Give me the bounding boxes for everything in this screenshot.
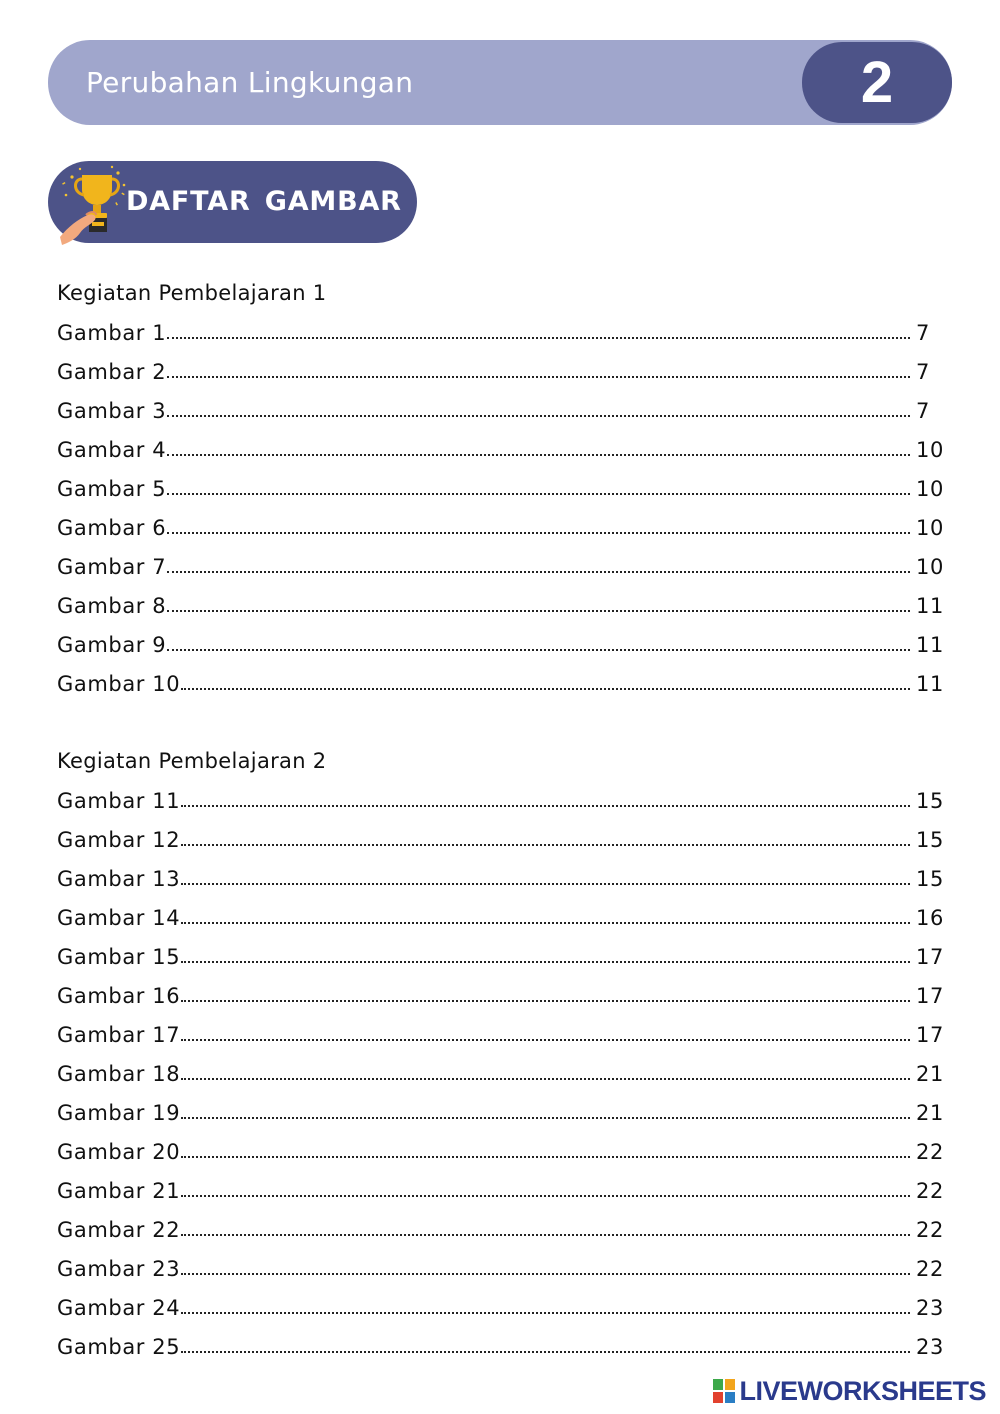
figure-label: Gambar 5 [57,476,167,501]
figure-label: Gambar 21 [57,1178,181,1203]
dot-leader [181,1215,910,1236]
figure-label: Gambar 7 [57,554,167,579]
figure-entry [57,1093,942,1132]
figure-label: Gambar 22 [57,1217,181,1242]
figure-entry [57,508,942,547]
figure-entry [57,976,942,1015]
section-title: DAFTAR GAMBAR [126,186,402,217]
page-number: 17 [916,983,944,1008]
page-number: 7 [916,398,930,423]
figure-label: Gambar 19 [57,1100,181,1125]
figure-label: Gambar 11 [57,788,181,813]
figure-label: Gambar 9 [57,632,167,657]
page-number: 22 [916,1256,944,1281]
page-number: 17 [916,1022,944,1047]
dot-leader [181,1059,910,1080]
figure-label: Gambar 4 [57,437,167,462]
group-heading: Kegiatan Pembelajaran 1 [57,281,327,305]
dot-leader [167,474,910,495]
figure-entry [57,391,942,430]
page-number: 15 [916,788,944,813]
liveworksheets-watermark [713,1376,986,1406]
dot-leader [181,1098,910,1119]
group-heading: Kegiatan Pembelajaran 2 [57,749,327,773]
figure-entry [57,859,942,898]
dot-leader [181,786,910,807]
figure-label: Gambar 13 [57,866,181,891]
dot-leader [181,669,910,690]
page-number: 10 [916,437,944,462]
page-number: 17 [916,944,944,969]
section-header [48,161,417,243]
page-number: 7 [916,359,930,384]
page-number: 22 [916,1139,944,1164]
page-number: 23 [916,1295,944,1320]
dot-leader [167,357,910,378]
figure-entry [57,547,942,586]
figure-entry [57,937,942,976]
page-number: 21 [916,1061,944,1086]
dot-leader [167,552,910,573]
page-number: 11 [916,632,944,657]
dot-leader [181,942,910,963]
page-number: 22 [916,1217,944,1242]
figure-label: Gambar 23 [57,1256,181,1281]
page-number: 22 [916,1178,944,1203]
figure-entry [57,469,942,508]
figure-entry [57,625,942,664]
chapter-number: 2 [802,42,952,123]
figure-label: Gambar 15 [57,944,181,969]
figure-entry [57,1054,942,1093]
dot-leader [181,1020,910,1041]
list-of-figures [57,274,942,1366]
dot-leader [181,864,910,885]
figure-label: Gambar 6 [57,515,167,540]
figure-entry [57,313,942,352]
figure-entry [57,1288,942,1327]
figure-label: Gambar 24 [57,1295,181,1320]
page-number: 15 [916,827,944,852]
figure-label: Gambar 20 [57,1139,181,1164]
figure-label: Gambar 2 [57,359,167,384]
figure-label: Gambar 17 [57,1022,181,1047]
figure-label: Gambar 16 [57,983,181,1008]
figure-label: Gambar 25 [57,1334,181,1359]
figure-label: Gambar 18 [57,1061,181,1086]
figure-entry [57,1327,942,1366]
dot-leader [181,1137,910,1158]
dot-leader [181,1254,910,1275]
figure-label: Gambar 12 [57,827,181,852]
figure-label: Gambar 14 [57,905,181,930]
figure-entry [57,1171,942,1210]
figure-entry [57,1132,942,1171]
chapter-title: Perubahan Lingkungan [86,66,414,99]
dot-leader [181,1176,910,1197]
figure-label: Gambar 8 [57,593,167,618]
page-number: 15 [916,866,944,891]
figure-entry [57,664,942,703]
dot-leader [181,903,910,924]
dot-leader [167,630,910,651]
figure-entry [57,1249,942,1288]
dot-leader [167,318,910,339]
page-number: 16 [916,905,944,930]
chapter-header [48,40,952,125]
page-number: 10 [916,515,944,540]
dot-leader [181,981,910,1002]
page-number: 11 [916,671,944,696]
figure-entry [57,1210,942,1249]
dot-leader [181,1293,910,1314]
liveworksheets-logo-icon [713,1379,735,1403]
dot-leader [167,513,910,534]
figure-label: Gambar 10 [57,671,181,696]
page-number: 21 [916,1100,944,1125]
figure-group [57,274,942,703]
figure-entry [57,820,942,859]
trophy-icon [58,163,136,245]
figure-entry [57,586,942,625]
figure-entry [57,898,942,937]
watermark-text: LIVEWORKSHEETS [739,1375,986,1406]
figure-entry [57,352,942,391]
dot-leader [181,1332,910,1353]
dot-leader [181,825,910,846]
page-number: 7 [916,320,930,345]
page-number: 10 [916,476,944,501]
figure-label: Gambar 1 [57,320,167,345]
dot-leader [167,591,910,612]
figure-entry [57,430,942,469]
figure-entry [57,1015,942,1054]
figure-label: Gambar 3 [57,398,167,423]
figure-entry [57,781,942,820]
page-number: 11 [916,593,944,618]
page-number: 23 [916,1334,944,1359]
dot-leader [167,435,910,456]
dot-leader [167,396,910,417]
figure-group [57,742,942,1366]
page-number: 10 [916,554,944,579]
